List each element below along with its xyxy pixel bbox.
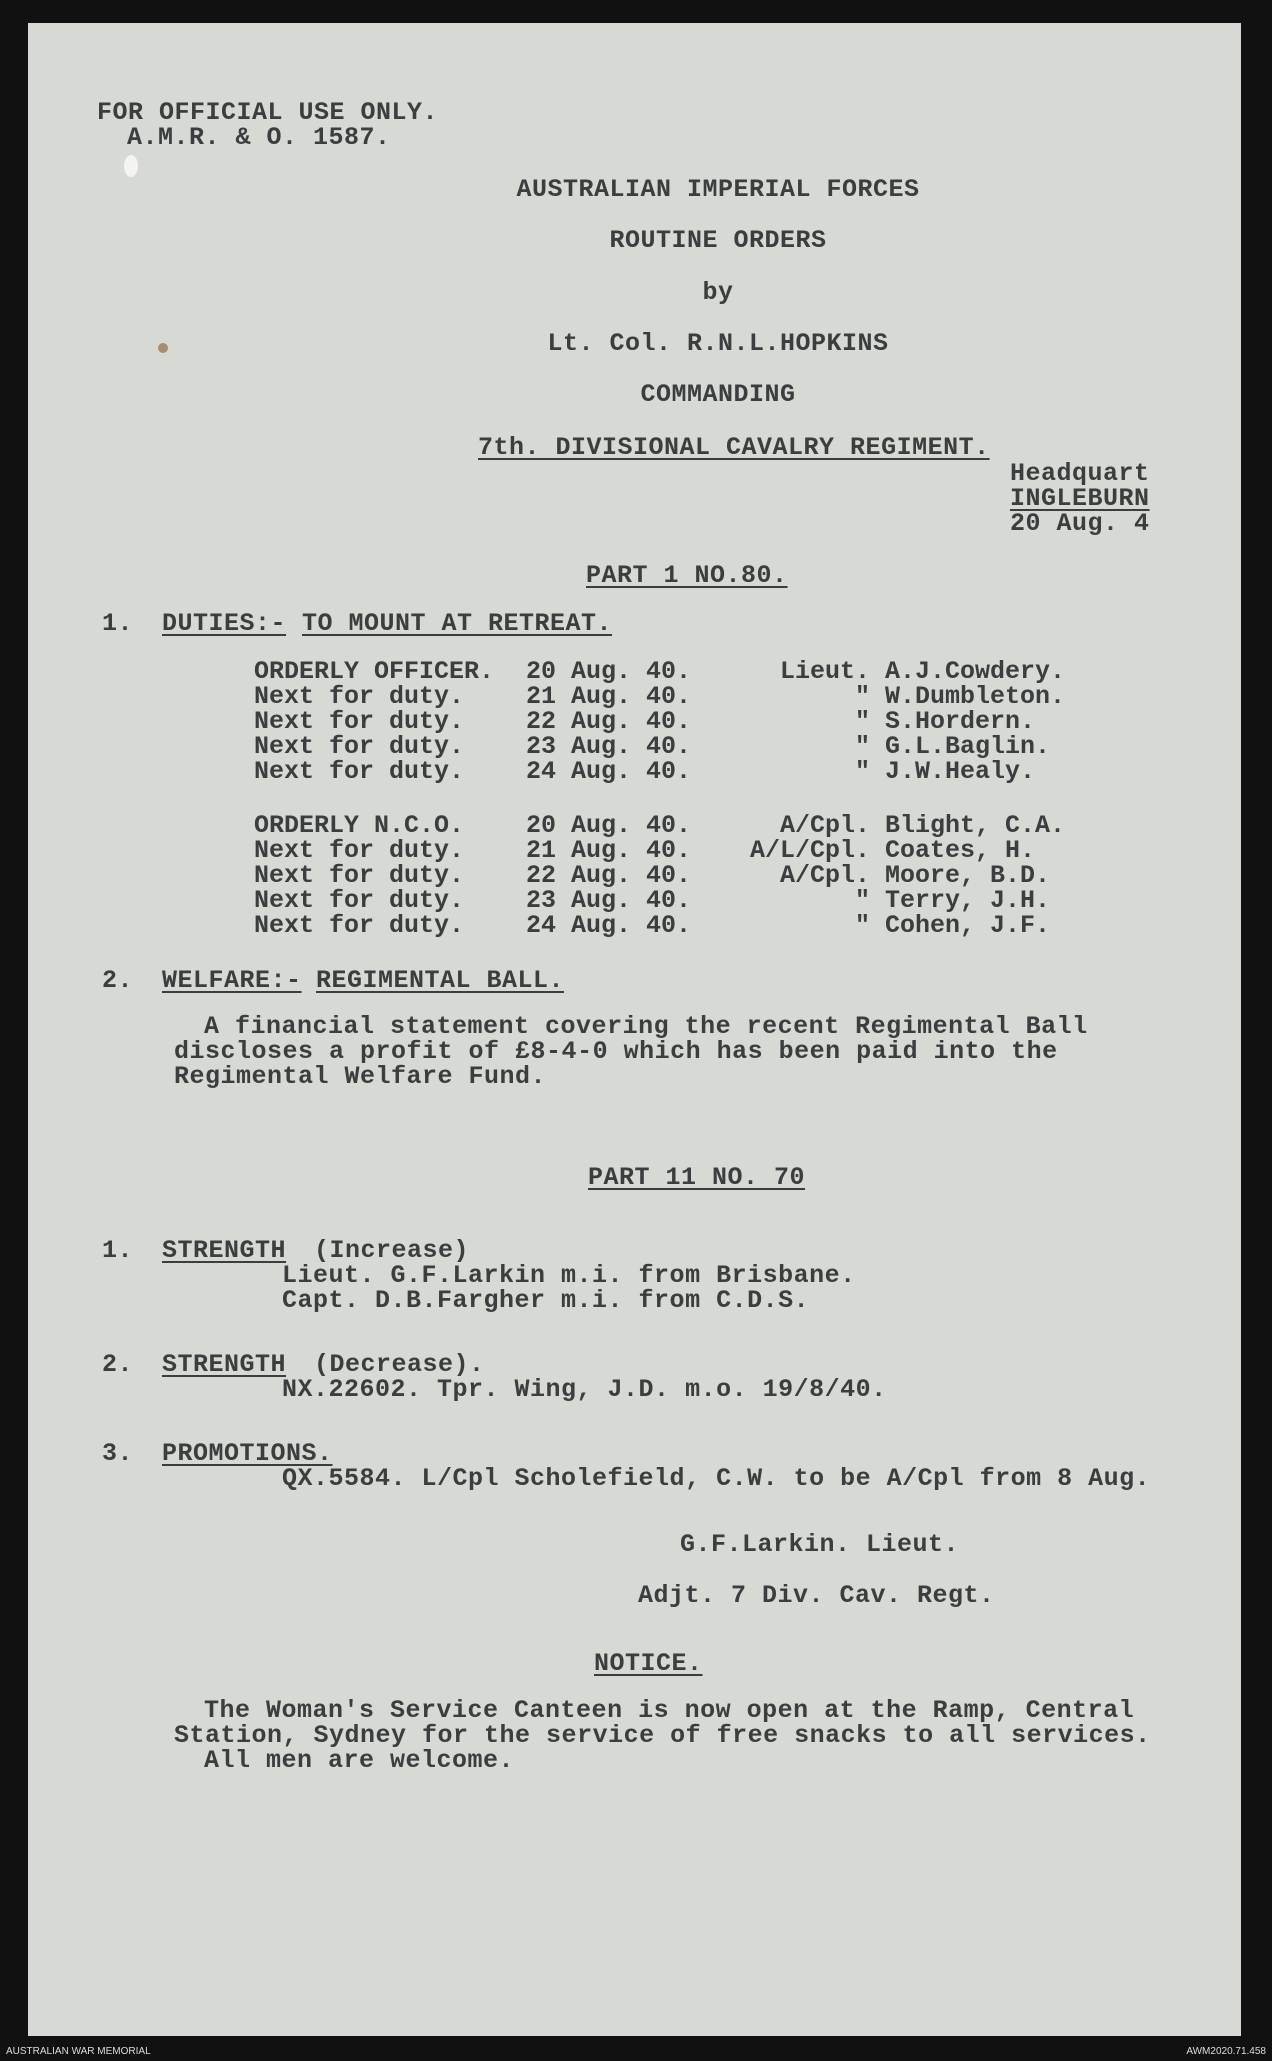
duty-role: ORDERLY N.C.O. <box>254 811 465 840</box>
promotions-line: QX.5584. L/Cpl Scholefield, C.W. to be A/Cpl from 8 Aug. <box>282 1464 1151 1493</box>
item1-text: TO MOUNT AT RETREAT. <box>302 609 613 638</box>
duty-role: Next for duty. <box>254 732 465 761</box>
duty-date: 22 Aug. 40. <box>526 707 692 736</box>
punch-hole <box>124 155 138 177</box>
item1-heading: DUTIES:- <box>162 609 287 638</box>
duty-rank: " <box>854 707 870 736</box>
duty-role: Next for duty. <box>254 682 465 711</box>
hq-line: Headquart <box>1010 459 1150 488</box>
part1-title: PART 1 NO.80. <box>586 561 788 590</box>
item1-number: 1. <box>102 609 134 638</box>
duty-role: Next for duty. <box>254 911 465 940</box>
by-line: by <box>702 278 734 307</box>
duty-rank: A/Cpl. <box>779 811 870 840</box>
strength-increase-note: (Increase) <box>314 1236 470 1265</box>
classification-line: FOR OFFICIAL USE ONLY. <box>97 98 439 127</box>
reference-line: A.M.R. & O. 1587. <box>127 123 391 152</box>
duty-name: W.Dumbleton. <box>885 682 1066 711</box>
duty-date: 24 Aug. 40. <box>526 911 692 940</box>
duty-name: Terry, J.H. <box>885 886 1051 915</box>
welfare-paragraph-line: discloses a profit of £8-4-0 which has been paid into the <box>174 1037 1058 1066</box>
strength-decrease-number: 2. <box>102 1350 134 1379</box>
duty-rank: " <box>854 911 870 940</box>
duty-date: 20 Aug. 40. <box>526 657 692 686</box>
routine-orders-title: ROUTINE ORDERS <box>609 226 827 255</box>
officer-line: Lt. Col. R.N.L.HOPKINS <box>547 329 889 358</box>
duty-role: Next for duty. <box>254 836 465 865</box>
duty-rank: " <box>854 682 870 711</box>
duty-rank: Lieut. <box>779 657 870 686</box>
duty-role: ORDERLY OFFICER. <box>254 657 495 686</box>
signature-title: Adjt. 7 Div. Cav. Regt. <box>638 1581 995 1610</box>
strength-decrease-line: NX.22602. Tpr. Wing, J.D. m.o. 19/8/40. <box>282 1375 887 1404</box>
duty-date: 23 Aug. 40. <box>526 886 692 915</box>
org-title: AUSTRALIAN IMPERIAL FORCES <box>516 175 920 204</box>
promotions-number: 3. <box>102 1439 134 1468</box>
part2-title: PART 11 NO. 70 <box>588 1163 806 1192</box>
notice-title: NOTICE. <box>594 1649 703 1678</box>
duty-rank: A/L/Cpl. <box>749 836 870 865</box>
strength-decrease-note: (Decrease). <box>314 1350 485 1379</box>
duty-role: Next for duty. <box>254 707 465 736</box>
duty-date: 21 Aug. 40. <box>526 682 692 711</box>
duty-date: 21 Aug. 40. <box>526 836 692 865</box>
duty-role: Next for duty. <box>254 886 465 915</box>
strength-decrease-heading: STRENGTH <box>162 1350 287 1379</box>
hq-date: 20 Aug. 4 <box>1010 509 1150 538</box>
duty-name: Cohen, J.F. <box>885 911 1051 940</box>
item2-number: 2. <box>102 966 134 995</box>
hq-location: INGLEBURN <box>1010 484 1150 513</box>
commanding-line: COMMANDING <box>640 380 796 409</box>
duty-rank: " <box>854 886 870 915</box>
duty-rank: A/Cpl. <box>779 861 870 890</box>
notice-line: All men are welcome. <box>204 1746 515 1775</box>
promotions-heading: PROMOTIONS. <box>162 1439 333 1468</box>
duty-role: Next for duty. <box>254 861 465 890</box>
duty-date: 20 Aug. 40. <box>526 811 692 840</box>
welfare-paragraph-line: Regimental Welfare Fund. <box>174 1062 547 1091</box>
rust-stain <box>158 343 168 353</box>
duty-name: Blight, C.A. <box>885 811 1066 840</box>
duty-rank: " <box>854 757 870 786</box>
archive-reference: AWM2020.71.458 <box>1186 2046 1266 2057</box>
strength-increase-line: Lieut. G.F.Larkin m.i. from Brisbane. <box>282 1261 856 1290</box>
regiment-line: 7th. DIVISIONAL CAVALRY REGIMENT. <box>478 433 990 462</box>
duty-name: Coates, H. <box>885 836 1036 865</box>
duty-role: Next for duty. <box>254 757 465 786</box>
notice-line: The Woman's Service Canteen is now open at the Ramp, Central <box>204 1696 1135 1725</box>
item2-heading: WELFARE:- <box>162 966 302 995</box>
duty-date: 24 Aug. 40. <box>526 757 692 786</box>
duty-date: 23 Aug. 40. <box>526 732 692 761</box>
signature-name: G.F.Larkin. Lieut. <box>680 1530 960 1559</box>
welfare-paragraph-line: A financial statement covering the recent Regimental Ball <box>204 1012 1088 1041</box>
notice-line: Station, Sydney for the service of free snacks to all services. <box>174 1721 1151 1750</box>
duty-name: J.W.Healy. <box>885 757 1036 786</box>
duty-rank: " <box>854 732 870 761</box>
strength-increase-line: Capt. D.B.Fargher m.i. from C.D.S. <box>282 1286 810 1315</box>
strength-increase-heading: STRENGTH <box>162 1236 287 1265</box>
duty-name: Moore, B.D. <box>885 861 1051 890</box>
duty-date: 22 Aug. 40. <box>526 861 692 890</box>
archive-credit: AUSTRALIAN WAR MEMORIAL <box>6 2046 151 2057</box>
item2-text: REGIMENTAL BALL. <box>316 966 565 995</box>
document-page <box>28 23 1241 2036</box>
duty-name: A.J.Cowdery. <box>885 657 1066 686</box>
duty-name: G.L.Baglin. <box>885 732 1051 761</box>
strength-increase-number: 1. <box>102 1236 134 1265</box>
duty-name: S.Hordern. <box>885 707 1036 736</box>
